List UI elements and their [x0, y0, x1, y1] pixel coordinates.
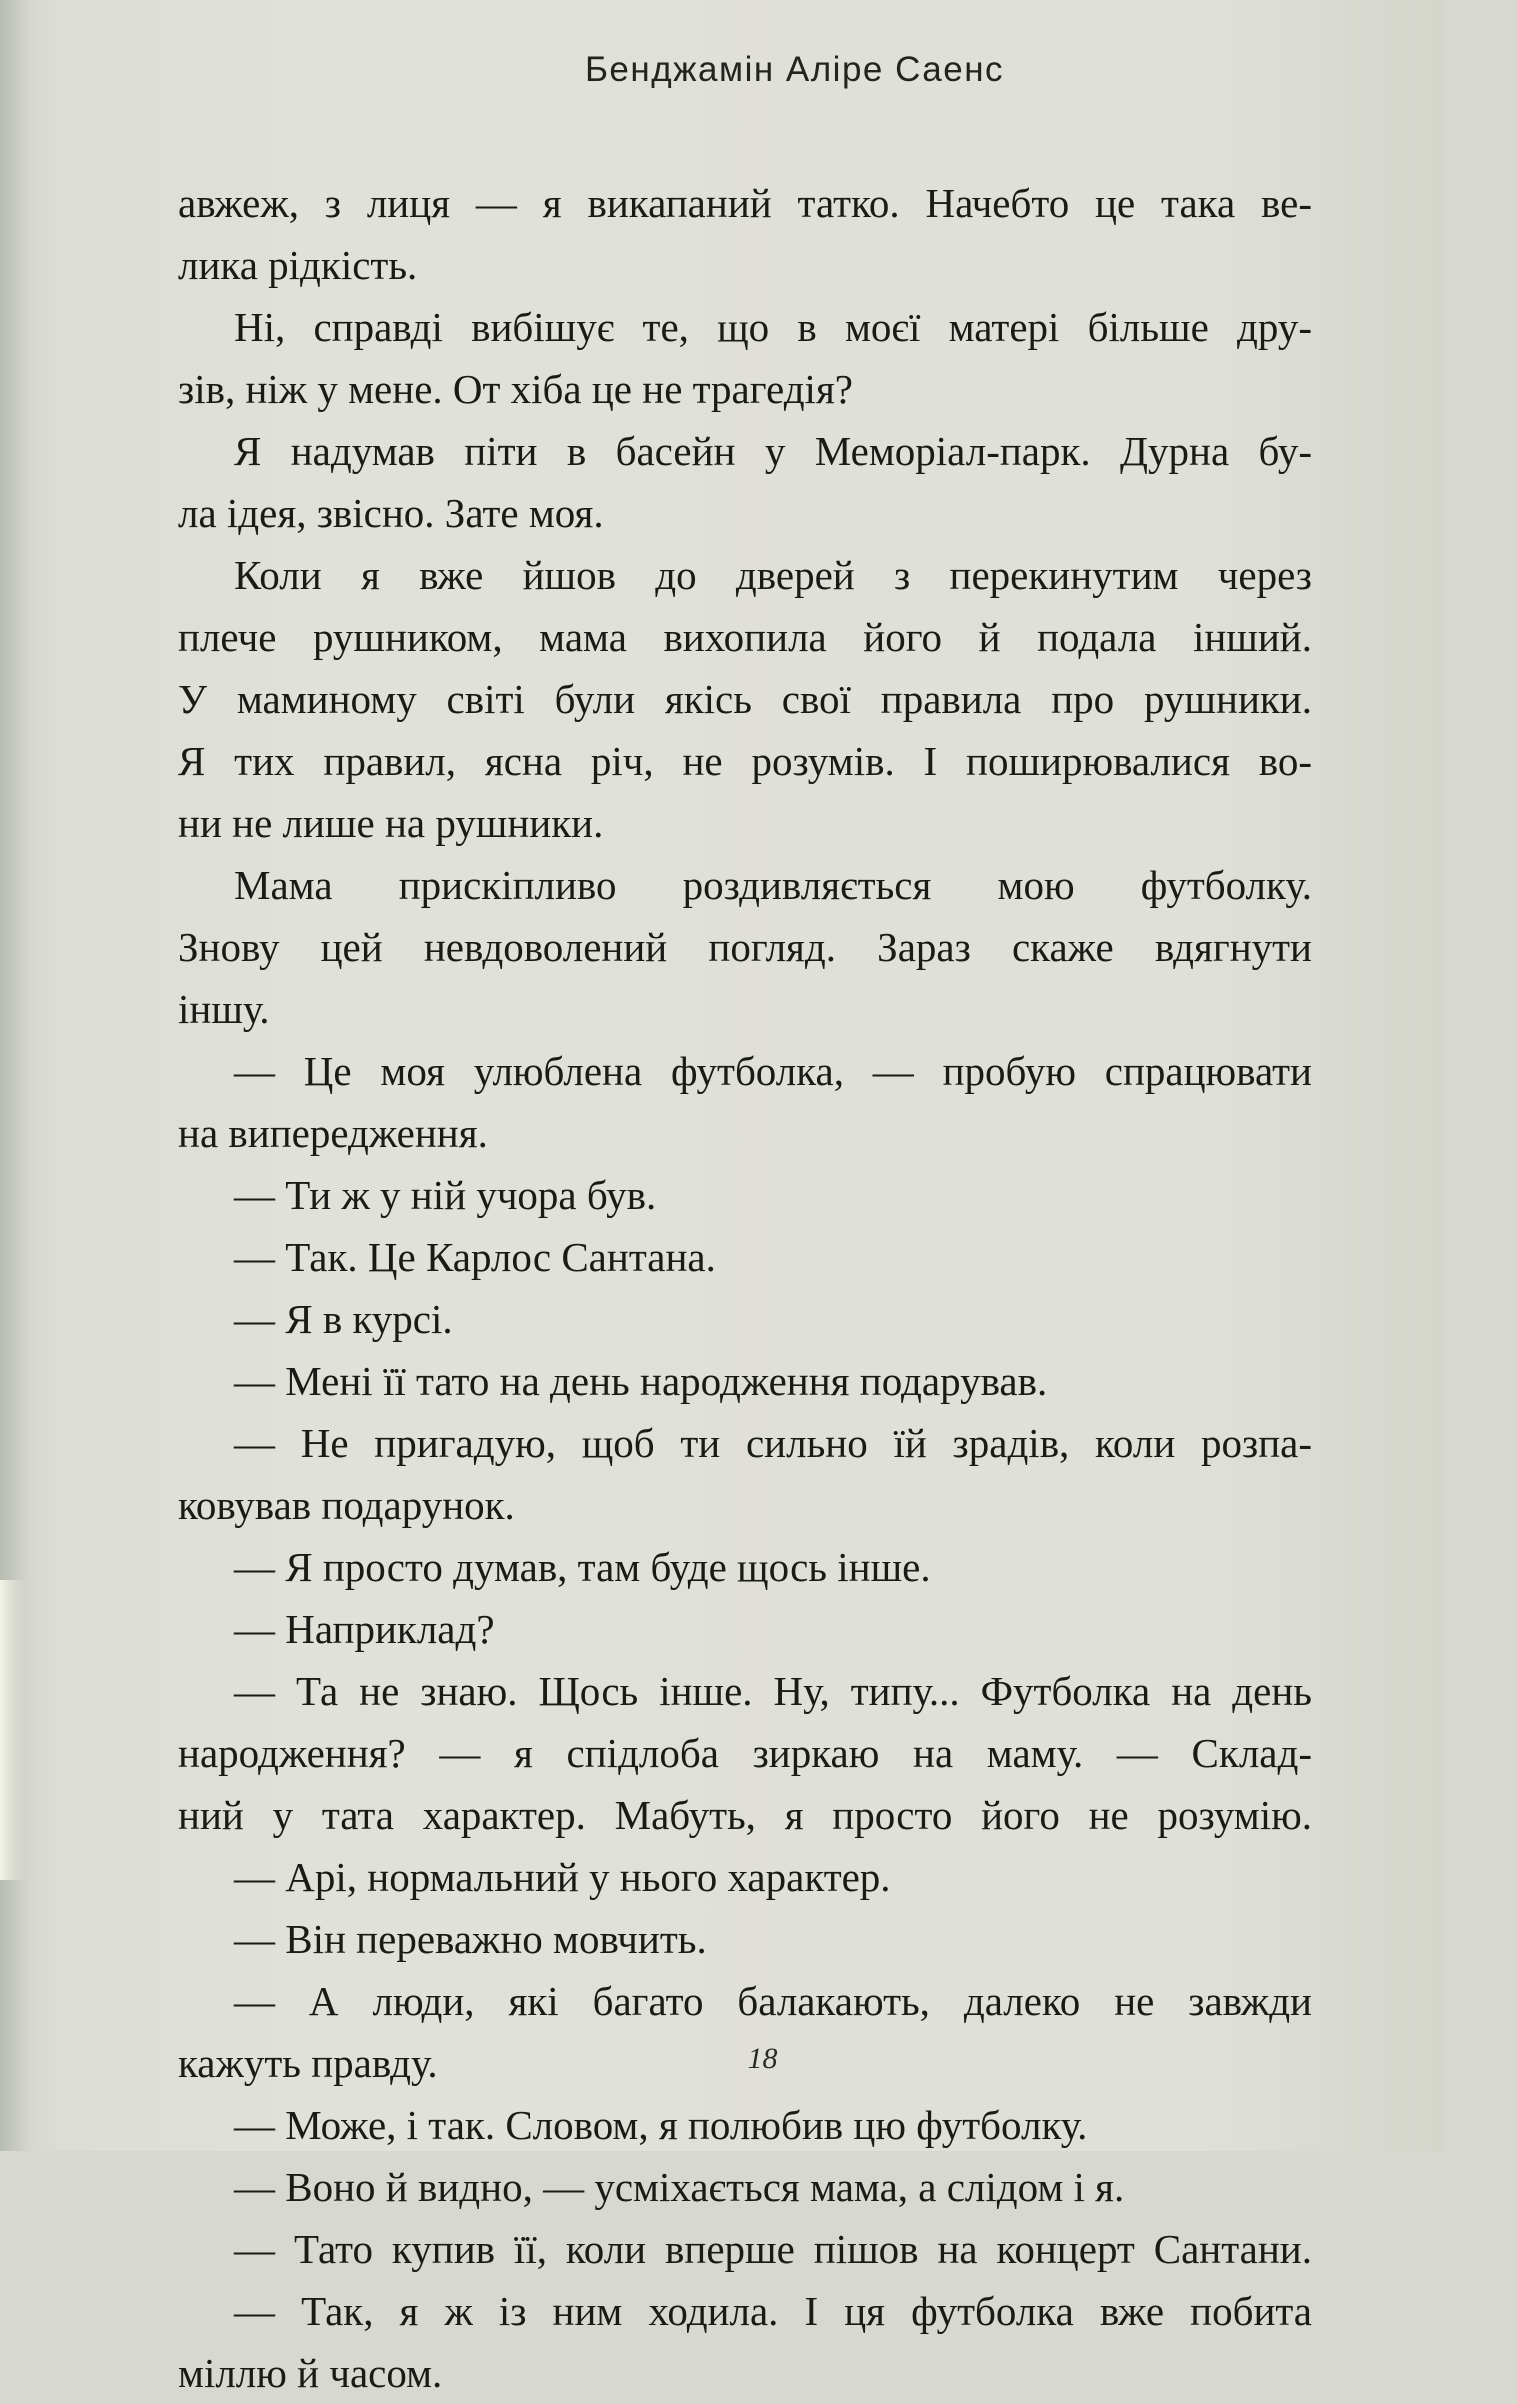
text-line: ковував подарунок. — [178, 1482, 515, 1528]
page-number: 18 — [747, 2042, 778, 2075]
text-line: — Може, і так. Словом, я полюбив цю футболку. — [234, 2102, 1088, 2148]
text-line: народження? — я спідлоба зиркаю на маму. — Склад- — [178, 1730, 1312, 1776]
text-line: міллю й часом. — [178, 2350, 443, 2396]
text-line: — Так, я ж із ним ходила. І ця футболка вже побита — [234, 2288, 1312, 2334]
text-line: — Мені її тато на день народження подарував. — [234, 1358, 1048, 1404]
text-line: — Так. Це Карлос Сантана. — [234, 1234, 716, 1280]
text-line: ний у тата характер. Мабуть, я просто його не розумію. — [178, 1792, 1312, 1838]
text-line: кажуть правду. — [178, 2040, 438, 2086]
text-line: ла ідея, звісно. Зате моя. — [178, 490, 604, 536]
text-line: — А люди, які багато балакають, далеко не завжди — [234, 1978, 1312, 2024]
text-line: — Не пригадую, щоб ти сильно їй зрадів, коли розпа- — [234, 1420, 1312, 1466]
text-line: плече рушником, мама вихопила його й подала інший. — [178, 614, 1312, 660]
text-line: — Ти ж у ній учора був. — [234, 1172, 657, 1218]
text-line: — Це моя улюблена футболка, — пробую спрацювати — [234, 1048, 1312, 1094]
text-line: — Тато купив її, коли вперше пішов на концерт Сантани. — [234, 2226, 1312, 2272]
text-line: Мама прискіпливо роздивляється мою футболку. — [234, 862, 1312, 908]
text-line: авжеж, з лиця — я викапаний татко. Начебто це така ве- — [178, 180, 1312, 226]
text-line: зів, ніж у мене. От хіба це не трагедія? — [178, 366, 853, 412]
text-line: — Наприклад? — [234, 1606, 495, 1652]
text-line: — Я в курсі. — [234, 1296, 453, 1342]
text-line: — Арі, нормальний у нього характер. — [234, 1854, 891, 1900]
text-line: — Та не знаю. Щось інше. Ну, типу... Футболка на день — [234, 1668, 1312, 1714]
text-line: Знову цей невдоволений погляд. Зараз скаже вдягнути — [178, 924, 1312, 970]
running-header: Бенджамін Аліре Саенс — [584, 50, 1005, 89]
text-line: У маминому світі були якісь свої правила про рушники. — [178, 676, 1312, 722]
text-line: Коли я вже йшов до дверей з перекинутим через — [234, 552, 1312, 598]
text-line: Я надумав піти в басейн у Меморіал-парк. Дурна бу- — [234, 428, 1312, 474]
page-edge-highlight — [0, 1580, 26, 1880]
text-line: лика рідкість. — [178, 242, 418, 288]
text-line: Я тих правил, ясна річ, не розумів. І поширювалися во- — [178, 738, 1312, 784]
text-line: ни не лише на рушники. — [178, 800, 604, 846]
text-line: — Воно й видно, — усміхається мама, а слідом і я. — [234, 2164, 1125, 2210]
text-line: іншу. — [178, 986, 270, 1032]
text-line: Ні, справді вибішує те, що в моєї матері більше дру- — [234, 304, 1312, 350]
text-line: на випередження. — [178, 1110, 488, 1156]
text-line: — Я просто думав, там буде щось інше. — [234, 1544, 931, 1590]
text-line: — Він переважно мовчить. — [234, 1916, 707, 1962]
